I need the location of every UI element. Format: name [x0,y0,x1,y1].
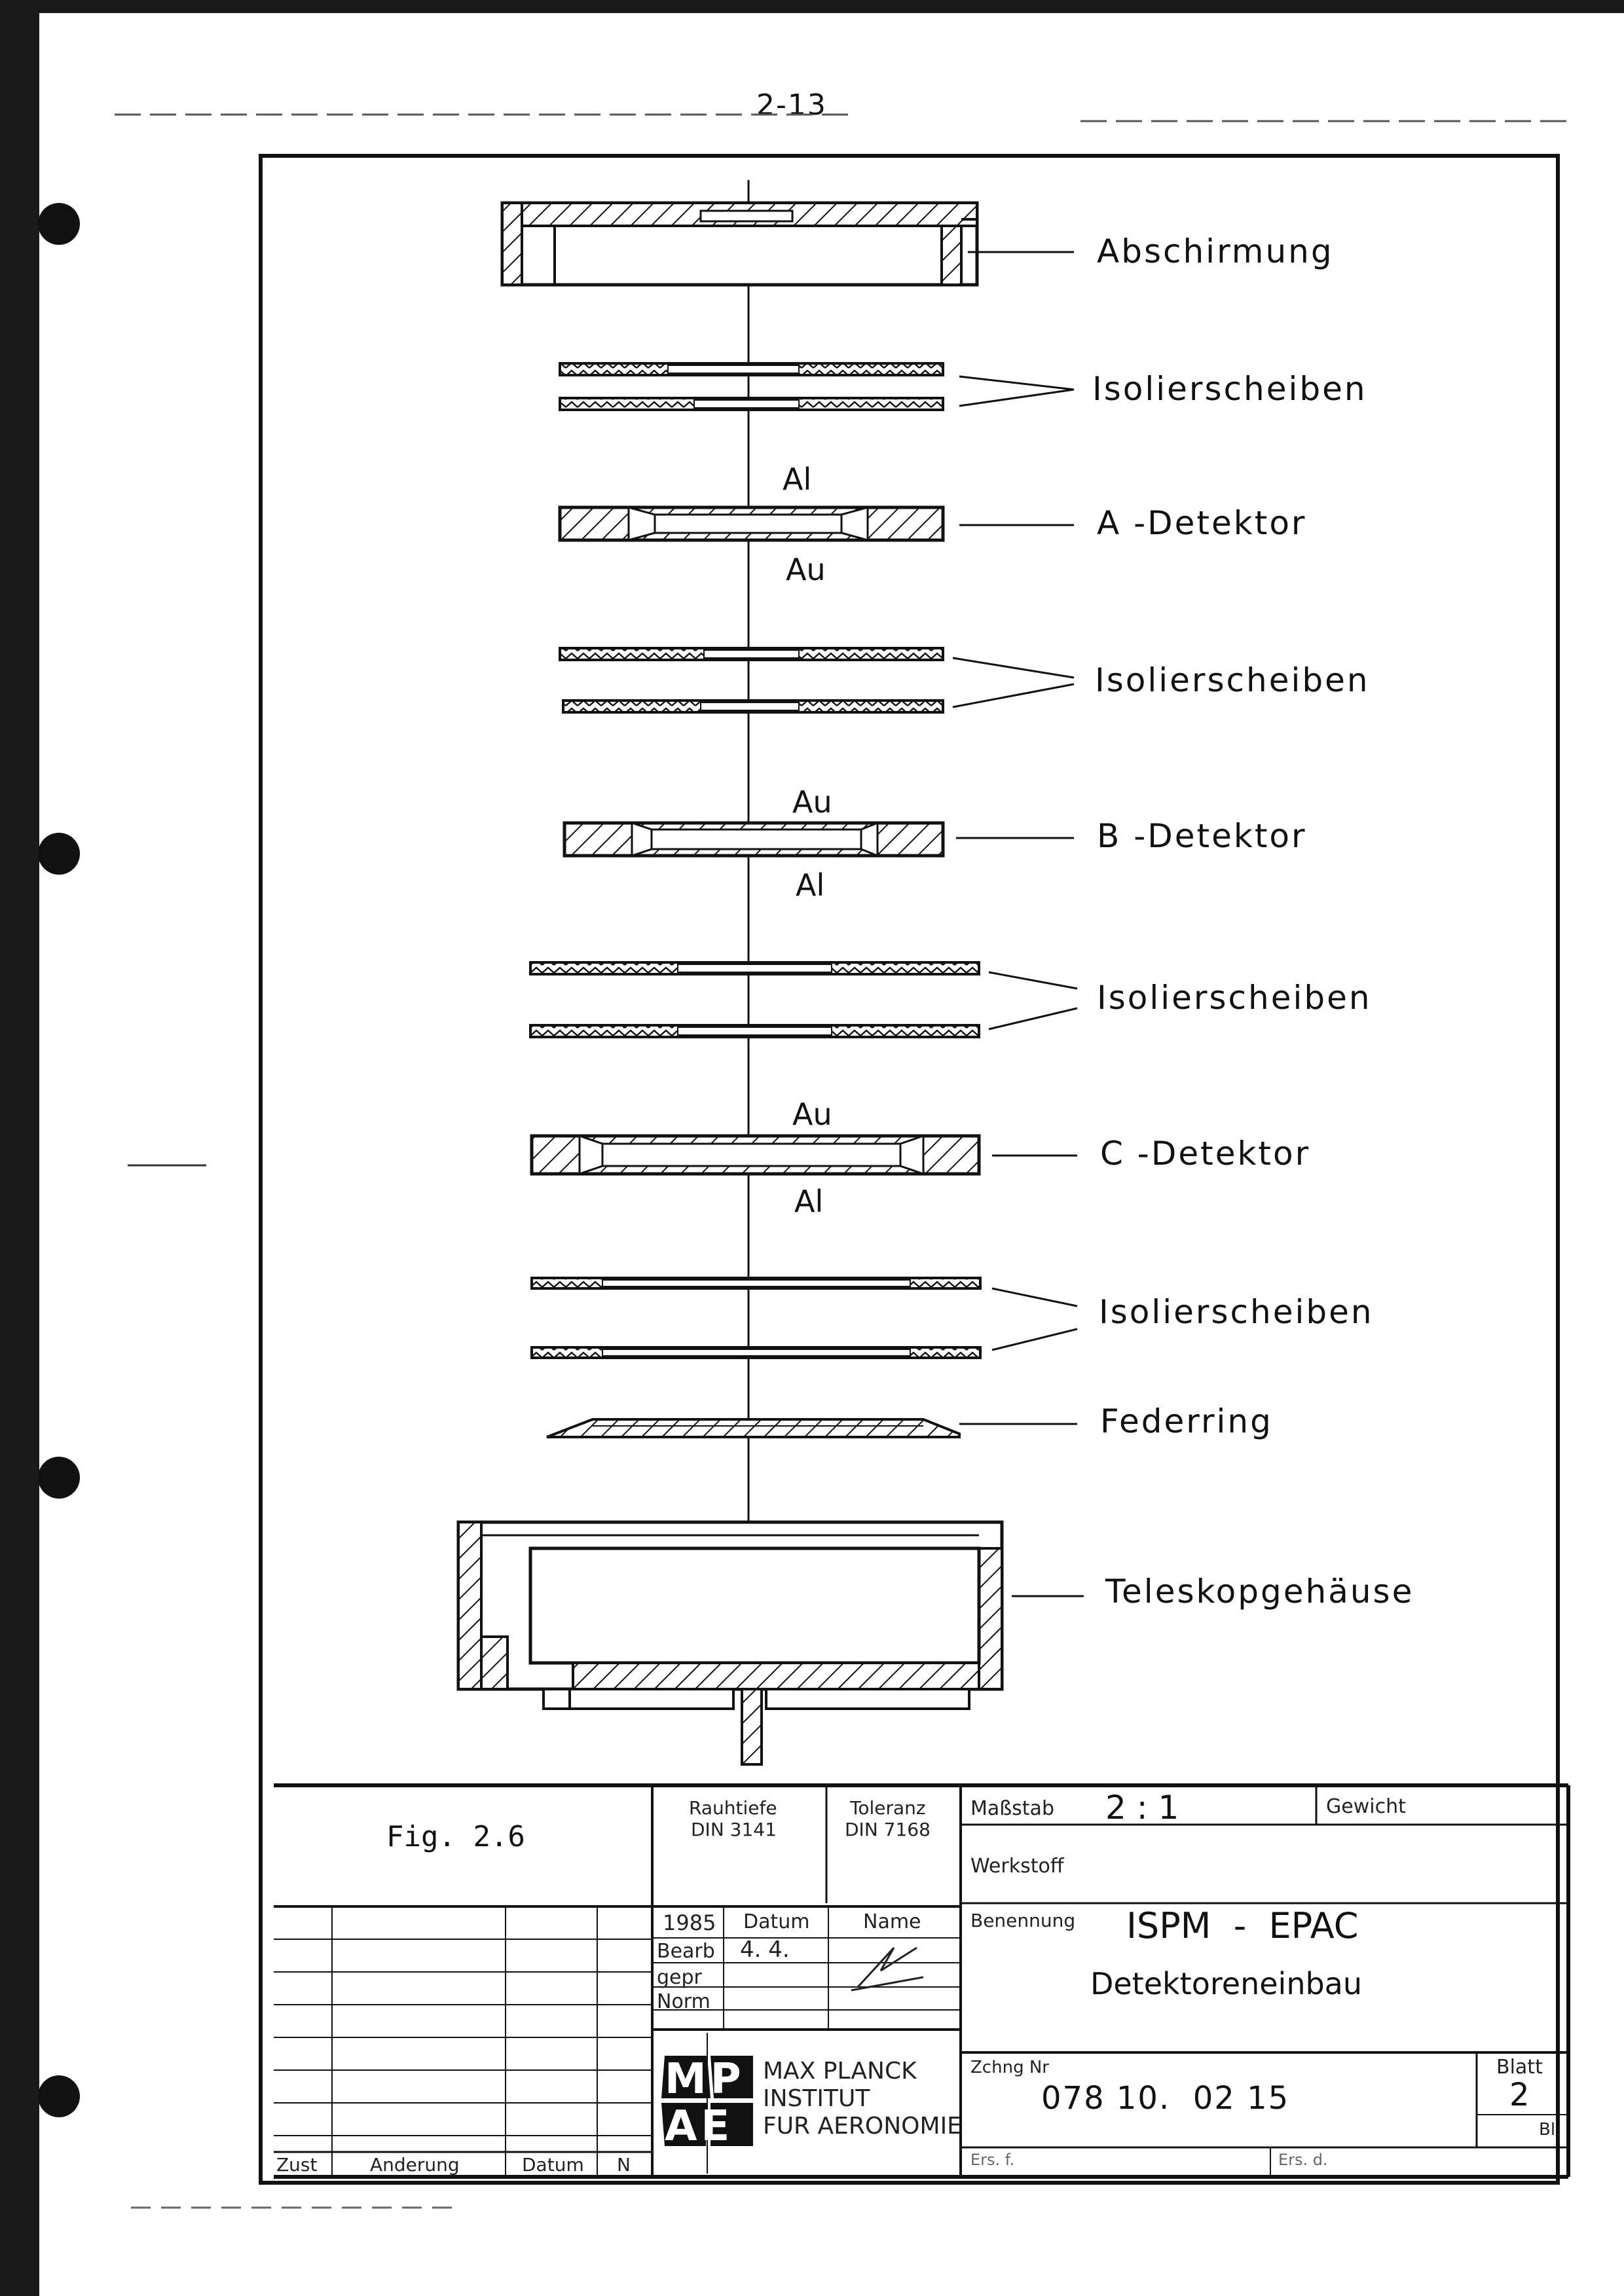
label-isolierscheiben: Isolierscheiben [1099,1293,1374,1331]
norm-label: Norm [657,1990,710,2013]
signature [851,1948,923,1990]
isolierscheiben-2-part [560,648,943,712]
gewicht-label: Gewicht [1326,1795,1406,1818]
blatt-value: 2 [1509,2077,1530,2113]
drawing-title-line1: ISPM - EPAC [1126,1905,1359,1946]
bearb-label: Bearb [657,1940,715,1963]
year: 1985 [663,1910,716,1935]
bl-label: Bl [1539,2120,1556,2140]
benennung-label: Benennung [970,1910,1076,1931]
massstab-value: 2 : 1 [1105,1789,1179,1827]
abschirmung-part [502,203,977,285]
label-abschirmung: Abschirmung [1097,232,1334,270]
label-c-detektor-bottom: Al [794,1184,824,1219]
blatt-label: Blatt [1496,2056,1543,2079]
label-isolierscheiben: Isolierscheiben [1095,661,1370,699]
revision-header-n: N [617,2154,631,2176]
isolierscheiben-1-part [560,363,943,410]
bearb-date: 4. 4. [740,1937,790,1963]
federring-part [547,1419,959,1437]
c-detektor-part [532,1136,979,1174]
label-isolierscheiben: Isolierscheiben [1092,370,1367,408]
figure-number: Fig. 2.6 [386,1820,525,1853]
institute-line2: INSTITUT [763,2085,870,2112]
b-detektor-part [564,823,943,856]
revision-header-zust: Zust [276,2154,318,2176]
zeichnung-label: Zchng Nr [970,2058,1049,2077]
mpae-logo-bottom: AE [665,2102,734,2151]
teleskopgehaeuse-part [458,1522,1002,1764]
ers-durch-label: Ers. d. [1278,2151,1328,2169]
mpae-logo-top: MP [665,2055,745,2104]
revision-header-anderung: Anderung [370,2154,460,2176]
toleranz-norm: DIN 7168 [845,1819,931,1840]
label-a-detektor-top: Al [783,462,812,497]
label-a-detektor-bottom: Au [786,552,826,587]
label-c-detektor-top: Au [792,1097,832,1132]
rauhtiefe-label: Rauhtiefe [689,1797,777,1819]
massstab-label: Maßstab [970,1797,1054,1820]
institute-line1: MAX PLANCK [763,2058,917,2085]
label-federring: Federring [1100,1402,1273,1440]
toleranz-label: Toleranz [850,1797,926,1819]
label-b-detektor-bottom: Al [796,867,825,903]
name-label: Name [863,1910,921,1933]
datum-label: Datum [743,1910,810,1933]
gepr-label: gepr [657,1966,702,1989]
label-b-detektor-top: Au [792,784,832,820]
drawing-title-line2: Detektoreneinbau [1090,1966,1363,2001]
label-isolierscheiben: Isolierscheiben [1097,979,1372,1017]
a-detektor-part [560,507,943,540]
ers-fuer-label: Ers. f. [970,2151,1015,2169]
isolierscheiben-3-part [530,962,979,1037]
isolierscheiben-4-part [532,1278,980,1358]
revision-header-datum: Datum [522,2154,584,2176]
werkstoff-label: Werkstoff [970,1855,1064,1878]
rauhtiefe-norm: DIN 3141 [691,1819,777,1840]
institute-line3: FUR AERONOMIE [763,2113,962,2140]
label-teleskopgehaeuse: Teleskopgehäuse [1105,1573,1414,1611]
page-number: 2-13 [756,88,827,122]
label-b-detektor: B -Detektor [1097,817,1307,855]
zeichnung-number: 078 10. 02 15 [1041,2080,1290,2117]
label-a-detektor: A -Detektor [1097,504,1307,542]
label-c-detektor: C -Detektor [1100,1135,1311,1173]
